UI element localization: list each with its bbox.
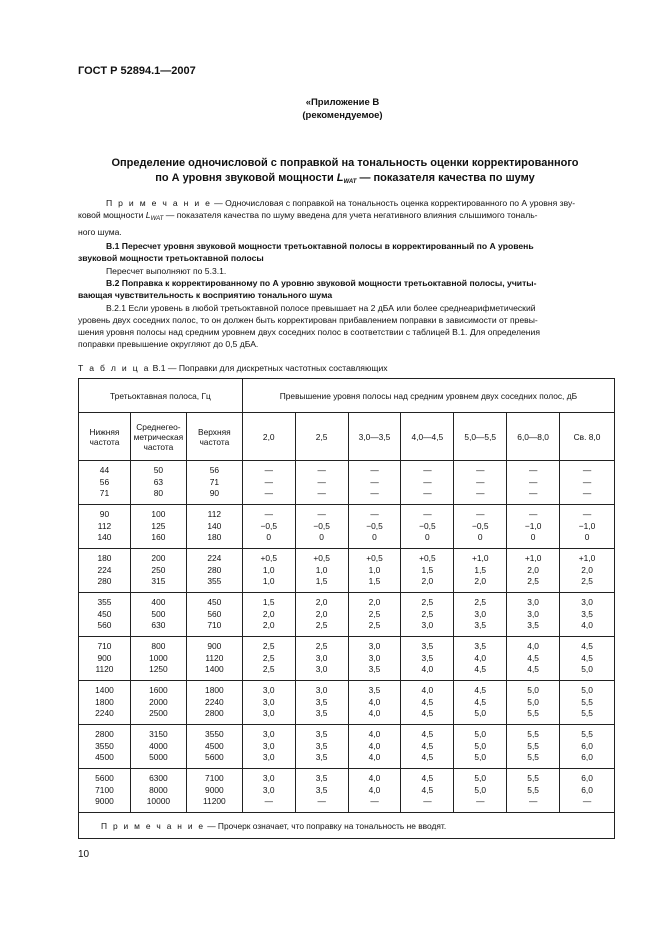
cell-correction: +1,0 2,0 2,5 [507,549,560,593]
cell-correction: 4,5 4,5 5,0 [454,681,507,725]
header-lower-freq: Нижняя частота [79,413,131,461]
cell-correction: 3,5 4,0 4,0 [348,681,401,725]
section-title-line1: Определение одночисловой с поправкой на тональность оценки корректированного [111,157,579,169]
page-number: 10 [78,849,90,860]
cell-upper-freq: 56 71 90 [186,461,242,505]
cell-correction: — −0,5 0 [401,505,454,549]
cell-correction: 5,0 5,5 5,5 [560,681,615,725]
annex-type: (рекомендуемое) [302,110,383,121]
cell-correction: — — — [295,461,348,505]
header-col-4: 5,0—5,5 [454,413,507,461]
cell-upper-freq: 112 140 180 [186,505,242,549]
header-mean-freq: Среднегео- метрическая частота [130,413,186,461]
cell-lower-freq: 5600 7100 9000 [79,769,131,813]
table-row [79,769,615,813]
header-band: Третьоктавная полоса, Гц [79,379,243,413]
intro-note: П р и м е ч а н и е — Одночисловая с поправкой на тональность оценка корректированного по А уровня зву- ковой мощности $L_{WAT}$ — показателя качества по шуму введена для учета негативного влияния слышимого тональ- ного шума. [78,198,576,237]
table-row [79,505,615,549]
cell-correction: 4,0 4,5 4,5 [401,681,454,725]
cell-correction: — −0,5 0 [348,505,401,549]
standard-code: ГОСТ Р 52894.1—2007 [78,65,196,77]
cell-correction: 2,5 3,0 3,5 [454,593,507,637]
cell-mean-freq: 200 250 315 [130,549,186,593]
cell-correction: +0,5 1,5 2,0 [401,549,454,593]
cell-correction: — −1,0 0 [560,505,615,549]
note-label: П р и м е ч а н и е [106,198,212,208]
cell-correction: 5,5 5,5 5,5 [507,725,560,769]
cell-correction: — — — [560,461,615,505]
table-row [79,461,615,505]
cell-correction: — −1,0 0 [507,505,560,549]
section-b2: В.2 Поправка к корректированному по А уровню звуковой мощности третьоктавной полосы, учиты- вающая чувствительность к восприятию тонального шума В.2.1 Если уровень в любой третьоктавной полосе превышает на 2 дБА или более среднеарифметический уровень двух соседних полос, то он должен быть корректирован прибавлением поправки в зависимости от превы- шения уровня полосы над средним уровнем двух соседних полос в соответствии с таблицей В.1. Для определения поправки превышение округляют до 0,5 дБА. [78,277,614,351]
cell-correction: 2,5 3,0 3,0 [295,637,348,681]
cell-upper-freq: 450 560 710 [186,593,242,637]
cell-correction: 4,5 4,5 — [401,769,454,813]
cell-correction: 3,5 3,5 4,0 [401,637,454,681]
cell-correction: 3,0 3,0 3,0 [242,725,295,769]
cell-correction: — — — [348,461,401,505]
table-row [79,593,615,637]
header-col-0: 2,0 [242,413,295,461]
cell-correction: 5,0 5,0 5,5 [507,681,560,725]
b2-heading-line2: вающая чувствительность к восприятию тонального шума [78,290,333,301]
table-row [79,725,615,769]
cell-mean-freq: 100 125 160 [130,505,186,549]
cell-lower-freq: 2800 3550 4500 [79,725,131,769]
cell-correction: +1,0 2,0 2,5 [560,549,615,593]
cell-correction: 3,0 3,0 3,5 [348,637,401,681]
table-note-row [79,813,615,839]
cell-lower-freq: 355 450 560 [79,593,131,637]
cell-lower-freq: 180 224 280 [79,549,131,593]
cell-correction: +0,5 1,0 1,5 [295,549,348,593]
cell-upper-freq: 3550 4500 5600 [186,725,242,769]
cell-correction: 2,5 2,5 2,5 [242,637,295,681]
cell-correction: — −0,5 0 [242,505,295,549]
cell-correction: 2,0 2,0 2,5 [295,593,348,637]
cell-correction: — −0,5 0 [295,505,348,549]
cell-correction: 4,0 4,5 4,5 [507,637,560,681]
b1-heading-line1: В.1 Пересчет уровня звуковой мощности третьоктавной полосы в корректированный по А уровень [106,241,534,251]
cell-correction: 3,0 3,0 — [242,769,295,813]
table-row [79,681,615,725]
cell-correction: 5,5 6,0 6,0 [560,725,615,769]
cell-correction: 3,0 3,0 3,0 [242,681,295,725]
cell-correction: — — — [507,461,560,505]
cell-lower-freq: 710 900 1120 [79,637,131,681]
cell-correction: 2,0 2,5 2,5 [348,593,401,637]
cell-upper-freq: 900 1120 1400 [186,637,242,681]
table-caption: Т а б л и ц а В.1 — Поправки для дискретных частотных составляющих [78,363,388,373]
header-col-6: Св. 8,0 [560,413,615,461]
section-title-line2: по А уровня звуковой мощности $L_{WAT}$ — показателя качества по шуму [155,172,535,185]
corrections-table [78,378,615,839]
section-b1 [78,240,614,277]
cell-correction: 3,0 3,0 3,5 [507,593,560,637]
cell-correction: 3,5 4,0 4,5 [454,637,507,681]
header-exceedance: Превышение уровня полосы над средним уровнем двух соседних полос, дБ [242,379,614,413]
cell-correction: 3,0 3,5 4,0 [560,593,615,637]
cell-correction: 3,0 3,5 3,5 [295,681,348,725]
cell-correction: +1,0 1,5 2,0 [454,549,507,593]
cell-correction: +0,5 1,0 1,5 [348,549,401,593]
cell-mean-freq: 1600 2000 2500 [130,681,186,725]
cell-mean-freq: 3150 4000 5000 [130,725,186,769]
b1-heading-line2: звуковой мощности третьоктавной полосы [78,253,264,264]
cell-lower-freq: 1400 1800 2240 [79,681,131,725]
header-col-1: 2,5 [295,413,348,461]
cell-correction: 6,0 6,0 — [560,769,615,813]
cell-correction: 4,0 4,0 — [348,769,401,813]
cell-mean-freq: 6300 8000 10000 [130,769,186,813]
table-note: П р и м е ч а н и е — Прочерк означает, что поправку на тональность не вводят. [79,813,615,839]
cell-upper-freq: 7100 9000 11200 [186,769,242,813]
cell-upper-freq: 1800 2240 2800 [186,681,242,725]
header-col-5: 6,0—8,0 [507,413,560,461]
table-row [79,637,615,681]
cell-correction: — — — [454,461,507,505]
cell-correction: 3,5 3,5 3,5 [295,725,348,769]
header-upper-freq: Верхняя частота [186,413,242,461]
annex-title: «Приложение В [305,97,380,108]
cell-correction: 1,5 2,0 2,0 [242,593,295,637]
cell-correction: 3,5 3,5 — [295,769,348,813]
cell-correction: 4,5 4,5 4,5 [401,725,454,769]
cell-correction: 5,0 5,0 5,0 [454,725,507,769]
cell-lower-freq: 90 112 140 [79,505,131,549]
header-col-3: 4,0—4,5 [401,413,454,461]
cell-correction: 5,5 5,5 — [507,769,560,813]
cell-correction: 2,5 2,5 3,0 [401,593,454,637]
b2-heading-line1: В.2 Поправка к корректированному по А уровню звуковой мощности третьоктавной полосы, учиты- [106,278,537,288]
header-col-2: 3,0—3,5 [348,413,401,461]
section-title [90,156,600,190]
b1-text: Пересчет выполняют по 5.3.1. [106,265,227,276]
cell-correction: — — — [401,461,454,505]
table-row [79,549,615,593]
cell-correction: — −0,5 0 [454,505,507,549]
cell-mean-freq: 50 63 80 [130,461,186,505]
cell-correction: +0,5 1,0 1,0 [242,549,295,593]
cell-upper-freq: 224 280 355 [186,549,242,593]
cell-correction: — — — [242,461,295,505]
cell-correction: 5,0 5,0 — [454,769,507,813]
cell-lower-freq: 44 56 71 [79,461,131,505]
cell-mean-freq: 800 1000 1250 [130,637,186,681]
cell-correction: 4,5 4,5 5,0 [560,637,615,681]
cell-correction: 4,0 4,0 4,0 [348,725,401,769]
cell-mean-freq: 400 500 630 [130,593,186,637]
